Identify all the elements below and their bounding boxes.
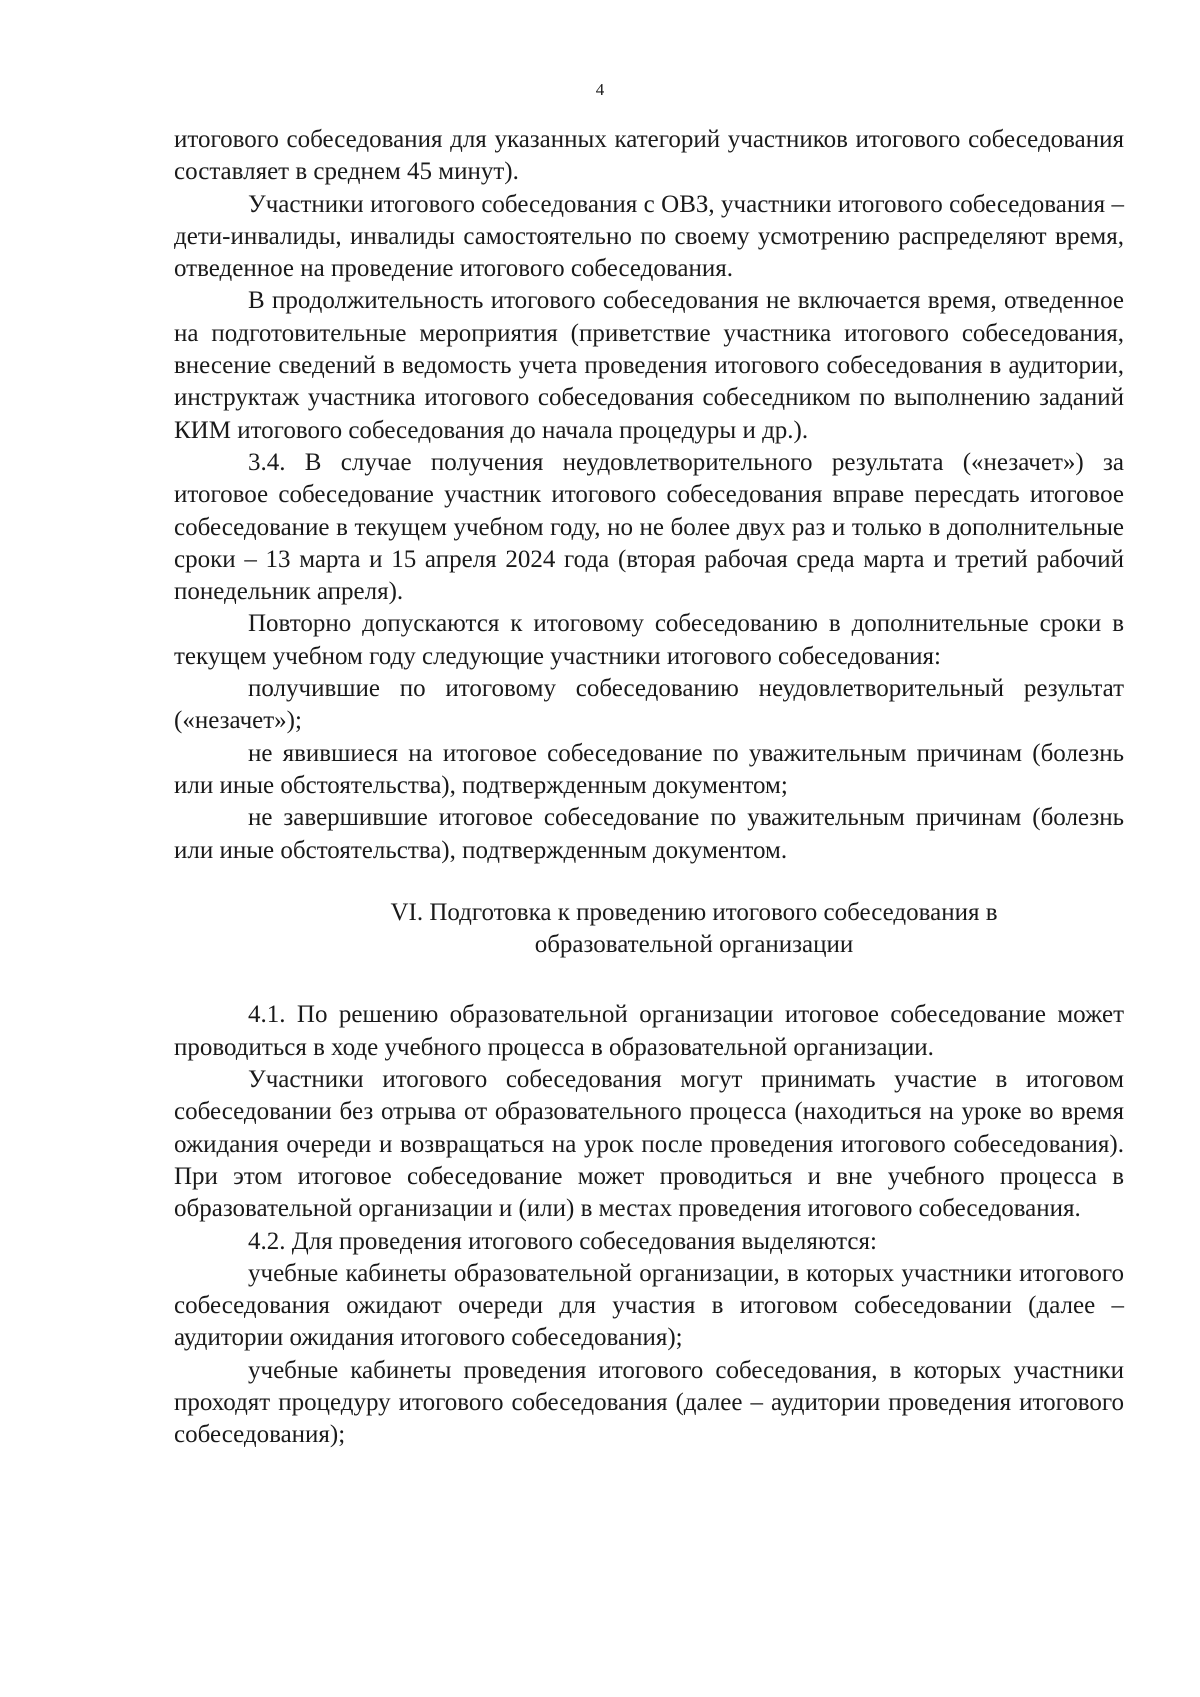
list-item: учебные кабинеты проведения итогового собеседования, в которых участники проходят процедуру итогового собеседования (далее – аудитории проведения итогового собеседования); [174,1356,1124,1449]
paragraph: 4.1. По решению образовательной организации итоговое собеседование может проводиться в ходе учебного процесса в образовательной организации. [174,1001,1124,1061]
page-number: 4 [595,80,605,99]
paragraph: итогового собеседования для указанных категорий участников итогового собеседования составляет в среднем 45 минут). [174,126,1124,186]
paragraph: 3.4. В случае получения неудовлетворительного результата («незачет») за итоговое собеседование участник итогового собеседования вправе пересдать итоговое собеседование в текущем учебном году, но не более двух раз и только в дополнительные сроки – 13 марта и 15 апреля 2024 года (вторая рабочая среда марта и третий рабочий понедельник апреля). [174,448,1124,606]
paragraph: 4.2. Для проведения итогового собеседования выделяются: [248,1227,877,1255]
document-body [174,124,1124,1452]
list-item: не явившиеся на итоговое собеседование по уважительным причинам (болезнь или иные обстоятельства), подтвержденным документом; [174,739,1124,799]
paragraph: Участники итогового собеседования могут принимать участие в итоговом собеседовании без отрыва от образовательного процесса (находиться на уроке во время ожидания очереди и возвращаться на урок после проведения итогового собеседования). При этом итоговое собеседование может проводиться и вне учебного процесса в образовательной организации и (или) в местах проведения итогового собеседования. [174,1066,1124,1223]
paragraph: В продолжительность итогового собеседования не включается время, отведенное на подготовительные мероприятия (приветствие участника итогового собеседования, внесение сведений в ведомость учета проведения итогового собеседования в аудитории, инструктаж участника итогового собеседования собеседником по выполнению заданий КИМ итогового собеседования до начала процедуры и др.). [174,287,1124,444]
paragraph: Повторно допускаются к итоговому собеседованию в дополнительные сроки в текущем учебном году следующие участники итогового собеседования: [174,610,1124,670]
section-heading [174,897,1124,962]
section-heading-line: образовательной организации [534,931,854,959]
list-item: получившие по итоговому собеседованию неудовлетворительный результат («незачет»); [174,675,1124,735]
section-heading-line: VI. Подготовка к проведению итогового собеседования в [390,898,998,926]
paragraph: Участники итогового собеседования с ОВЗ, участники итогового собеседования – дети-инвалиды, инвалиды самостоятельно по своему усмотрению распределяют время, отведенное на проведение итогового собеседования. [174,190,1124,283]
list-item: не завершившие итоговое собеседование по уважительным причинам (болезнь или иные обстоятельства), подтвержденным документом. [174,804,1124,864]
list-item: учебные кабинеты образовательной организации, в которых участники итогового собеседования ожидают очереди для участия в итоговом собеседовании (далее – аудитории ожидания итогового собеседования); [174,1259,1124,1352]
